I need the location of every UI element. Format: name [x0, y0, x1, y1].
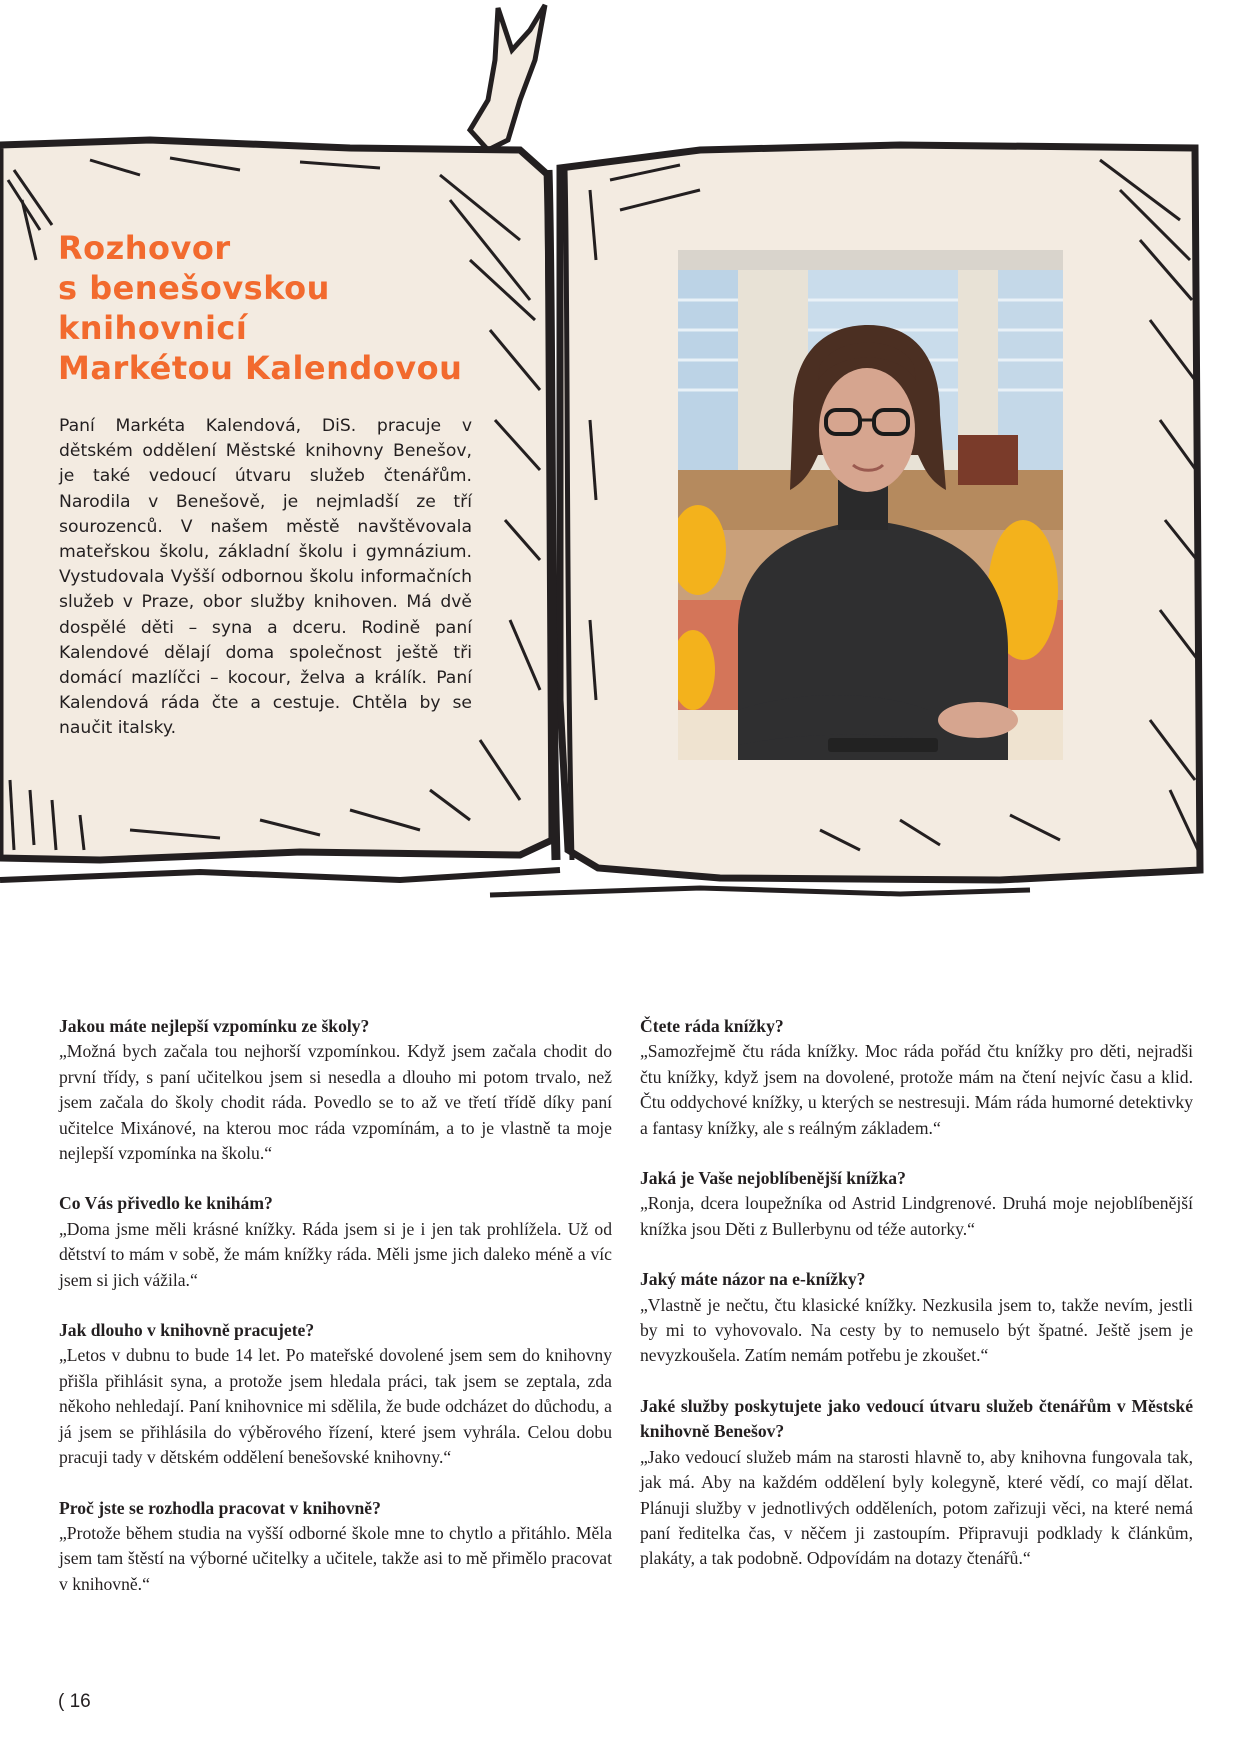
qa-item [59, 1496, 612, 1598]
portrait-illustration [678, 250, 1063, 760]
question: Jaké služby poskytujete jako vedoucí útvaru služeb čtenářům v Městské knihovně Benešov? [640, 1395, 1193, 1442]
answer: „Letos v dubnu to bude 14 let. Po mateřské dovolené jsem sem do knihovny přišla přihlásit syna, a protože jsem hledala práci, tak jsem se zeptala, zda někoho nehledají. Paní knihovnice mi sdělila, že bude odcházet do důchodu, a já jsem se přihlásila do výběrového řízení, které jsem vyhrála. Celou dobu pracuji tady v dětském oddělení benešovské knihovny.“ [59, 1345, 612, 1468]
answer: „Ronja, dcera loupežníka od Astrid Lindgrenové. Druhá moje nejoblíbenější knížka jsou Děti z Bullerbynu od téže autorky.“ [640, 1193, 1193, 1239]
page-number: ( 16 [58, 1691, 91, 1712]
question: Jakou máte nejlepší vzpomínku ze školy? [59, 1016, 370, 1036]
answer: „Samozřejmě čtu ráda knížky. Moc ráda pořád čtu knížky pro děti, nejradši čtu knížky, když jsem na dovolené, protože mám na čtení nejvíc času a klid. Čtu oddychové knížky, u kterých se nestresuji. Mám ráda humorné detektivky a fantasy knížky, ale s reálným základem.“ [640, 1041, 1193, 1138]
qa-item [640, 1394, 1193, 1572]
title-line: s benešovskou [58, 269, 330, 307]
question: Proč jste se rozhodla pracovat v knihovně? [59, 1497, 381, 1518]
article-title [58, 228, 498, 388]
question: Jak dlouho v knihovně pracujete? [59, 1320, 315, 1341]
answer: „Možná bych začala tou nejhorší vzpomínkou. Když jsem začala chodit do první třídy, s paní učitelkou jsem si nesedla a dlouho mi potom trvalo, než jsem začala do školy chodit ráda. Povedlo se to až ve třetí třídě díky paní učitelce Mixánové, na kterou moc ráda vzpomínám, a to je vlastně ta moje nejlepší vzpomínka na školu.“ [59, 1041, 612, 1164]
qa-item [59, 1318, 612, 1470]
title-line: Rozhovor [58, 229, 231, 267]
intro-paragraph: Paní Markéta Kalendová, DiS. pracuje v dětském oddělení Městské knihovny Benešov, je také vedoucí útvaru služeb čtenářům. Narodila v Benešově, je nejmladší ze tří sourozenců. V našem městě navštěvovala mateřskou školu, základní školu i gymnázium. Vystudovala Vyšší odbornou školu informačních služeb v Praze, obor služby knihoven. Má dvě dospělé děti – syna a dceru. Rodině paní Kalendové dělají doma společnost ještě tři domácí mazlíčci – kocour, želva a králík. Paní Kalendová ráda čte a cestuje. Chtěla by se naučit italsky. [59, 416, 472, 739]
answer: „Doma jsme měli krásné knížky. Ráda jsem si je i jen tak prohlížela. Už od dětství to mám v sobě, že mám knížky ráda. Měli jsme jich daleko méně a víc jsem si jich vážila.“ [59, 1218, 612, 1290]
answer: „Protože během studia na vyšší odborné škole mne to chytlo a přitáhlo. Měla jsem tam štěstí na výborné učitelky a učitele, takže asi to mě přimělo pracovat v knihovně.“ [59, 1522, 612, 1594]
title-line: Markétou Kalendovou [58, 349, 463, 387]
interview-column-left [59, 1014, 612, 1622]
interview-column-right [640, 1014, 1193, 1597]
qa-item [59, 1014, 612, 1166]
question: Jaký máte názor na e-knížky? [640, 1269, 866, 1290]
qa-item [640, 1267, 1193, 1369]
title-line: knihovnicí [58, 309, 248, 347]
qa-item [640, 1014, 1193, 1141]
answer: „Vlastně je nečtu, čtu klasické knížky. Nezkusila jsem to, takže nevím, jestli by mi to vyhovovalo. Na cesty by to nemuselo být špatné. Ještě jsem je nevyzkoušela. Zatím nemám potřebu je zkoušet.“ [640, 1294, 1193, 1366]
qa-item [640, 1166, 1193, 1242]
question: Jaká je Vaše nejoblíbenější knížka? [640, 1168, 906, 1189]
answer: „Jako vedoucí služeb mám na starosti hlavně to, aby knihovna fungovala tak, jak má. Aby na každém oddělení byly kolegyně, které vědí, co mají dělat. Plánuji služby v jednotlivých odděleních, potom zařizuji věci, na které nemá paní ředitelka čas, v něčem ji zastoupím. Připravuji podklady k článkům, plakáty, a tak podobně. Odpovídám na dotazy čtenářů.“ [640, 1446, 1193, 1569]
question: Čtete ráda knížky? [640, 1016, 784, 1036]
question: Co Vás přivedlo ke knihám? [59, 1193, 273, 1214]
portrait-photo [678, 250, 1063, 760]
qa-item [59, 1191, 612, 1293]
